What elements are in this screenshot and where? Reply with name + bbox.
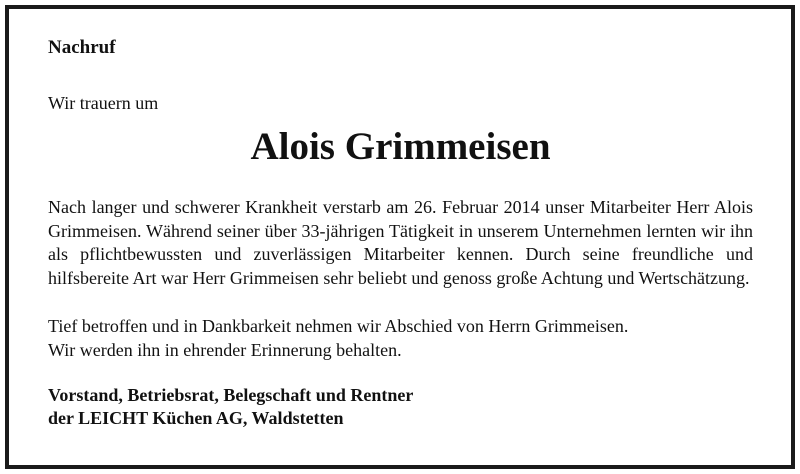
- deceased-name: Alois Grimmeisen: [250, 125, 551, 168]
- signature-block: [48, 384, 753, 430]
- notice-heading: Nachruf: [48, 37, 116, 58]
- signature-line: Vorstand, Betriebsrat, Belegschaft und Rentner: [48, 385, 414, 405]
- signature-line: der LEICHT Küchen AG, Waldstetten: [48, 408, 344, 428]
- closing-line: Wir werden ihn in ehrender Erinnerung behalten.: [48, 340, 402, 360]
- intro-line: Wir trauern um: [48, 93, 159, 113]
- obituary-notice: [48, 36, 753, 430]
- closing-text: [48, 314, 753, 362]
- closing-line: Tief betroffen und in Dankbarkeit nehmen wir Abschied von Herrn Grimmeisen.: [48, 316, 629, 336]
- obituary-text: Nach langer und schwerer Krankheit verstarb am 26. Februar 2014 unser Mitarbeiter Herr Alois Grimmeisen. Während seiner über 33-jährigen Tätigkeit in unserem Unternehmen lernten wir ihn als pflichtbewussten und zuverlässigen Mitarbeiter kennen. Durch seine freundliche und hilfsbereite Art war Herr Grimmeisen sehr beliebt und genoss große Achtung und Wertschätzung.: [48, 197, 753, 288]
